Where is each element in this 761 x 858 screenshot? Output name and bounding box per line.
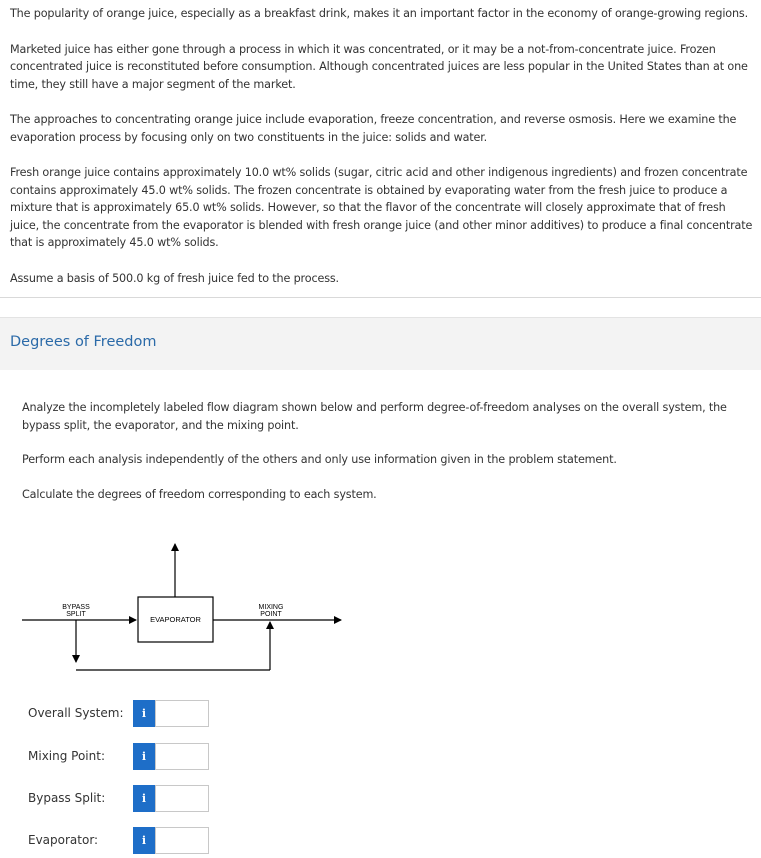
info-icon[interactable]: i bbox=[133, 743, 155, 770]
overall-system-input[interactable] bbox=[155, 700, 209, 727]
intro-paragraph: The popularity of orange juice, especially as a breakfast drink, makes it an important factor in the economy of orange-growing regions. bbox=[10, 7, 748, 20]
intro-paragraph: Assume a basis of 500.0 kg of fresh juice fed to the process. bbox=[10, 271, 339, 285]
answer-row-bypass-split bbox=[28, 785, 228, 812]
evaporator-input[interactable] bbox=[155, 827, 209, 854]
info-icon[interactable]: i bbox=[133, 700, 155, 727]
problem-intro bbox=[10, 5, 754, 305]
question-text bbox=[22, 399, 744, 520]
intro-paragraph: Marketed juice has either gone through a process in which it was concentrated, or it may be a not-from-concentrate juice. Frozen concentrated juice is reconstituted before consumption. Although concentrated juices are less popular in the United States than at one time, they still have a major segment of the market. bbox=[10, 42, 748, 91]
question-paragraph: Analyze the incompletely labeled flow diagram shown below and perform degree-of-freedom analyses on the overall system, the bypass split, the evaporator, and the mixing point. bbox=[22, 401, 727, 432]
evaporator-label: EVAPORATOR bbox=[150, 615, 201, 624]
bypass-split-input[interactable] bbox=[155, 785, 209, 812]
mixing-point-label: MIXING bbox=[258, 604, 284, 611]
intro-paragraph: The approaches to concentrating orange juice include evaporation, freeze concentration, and reverse osmosis. Here we examine the evaporation process by focusing only on two constituents in the juice: solids and water. bbox=[10, 113, 737, 144]
section-title: Degrees of Freedom bbox=[10, 334, 157, 350]
intro-paragraph: Fresh orange juice contains approximately 10.0 wt% solids (sugar, citric acid and other indigenous ingredients) and frozen concentrate contains approximately 45.0 wt% solids. The frozen concentrate is obtained by evaporating water from the fresh juice to produce a mixture that is approximately 65.0 wt% solids. However, so that the flavor of the concentrate will closely approximate that of fresh juice, the concentrate from the evaporator is blended with fresh orange juice (and other minor additives) to produce a final concentrate that is approximately 45.0 wt% solids. bbox=[10, 166, 753, 249]
mixing-point-input[interactable] bbox=[155, 743, 209, 770]
bypass-split-label: SPLIT bbox=[66, 611, 86, 618]
info-icon[interactable]: i bbox=[133, 785, 155, 812]
answer-label: Mixing Point: bbox=[28, 749, 105, 763]
answer-label: Evaporator: bbox=[28, 833, 99, 847]
answer-label: Overall System: bbox=[28, 706, 124, 720]
question-paragraph: Calculate the degrees of freedom corresponding to each system. bbox=[22, 487, 377, 501]
question-paragraph: Perform each analysis independently of the others and only use information given in the problem statement. bbox=[22, 453, 617, 466]
flow-diagram bbox=[0, 535, 360, 685]
mixing-point-label: POINT bbox=[260, 611, 282, 618]
answer-row-mixing-point bbox=[28, 743, 228, 770]
answer-label: Bypass Split: bbox=[28, 791, 106, 805]
section-header bbox=[0, 317, 761, 370]
answer-row-evaporator bbox=[28, 827, 228, 854]
divider bbox=[0, 297, 761, 298]
answer-row-overall-system bbox=[28, 700, 228, 727]
bypass-split-label: BYPASS bbox=[62, 604, 90, 611]
info-icon[interactable]: i bbox=[133, 827, 155, 854]
